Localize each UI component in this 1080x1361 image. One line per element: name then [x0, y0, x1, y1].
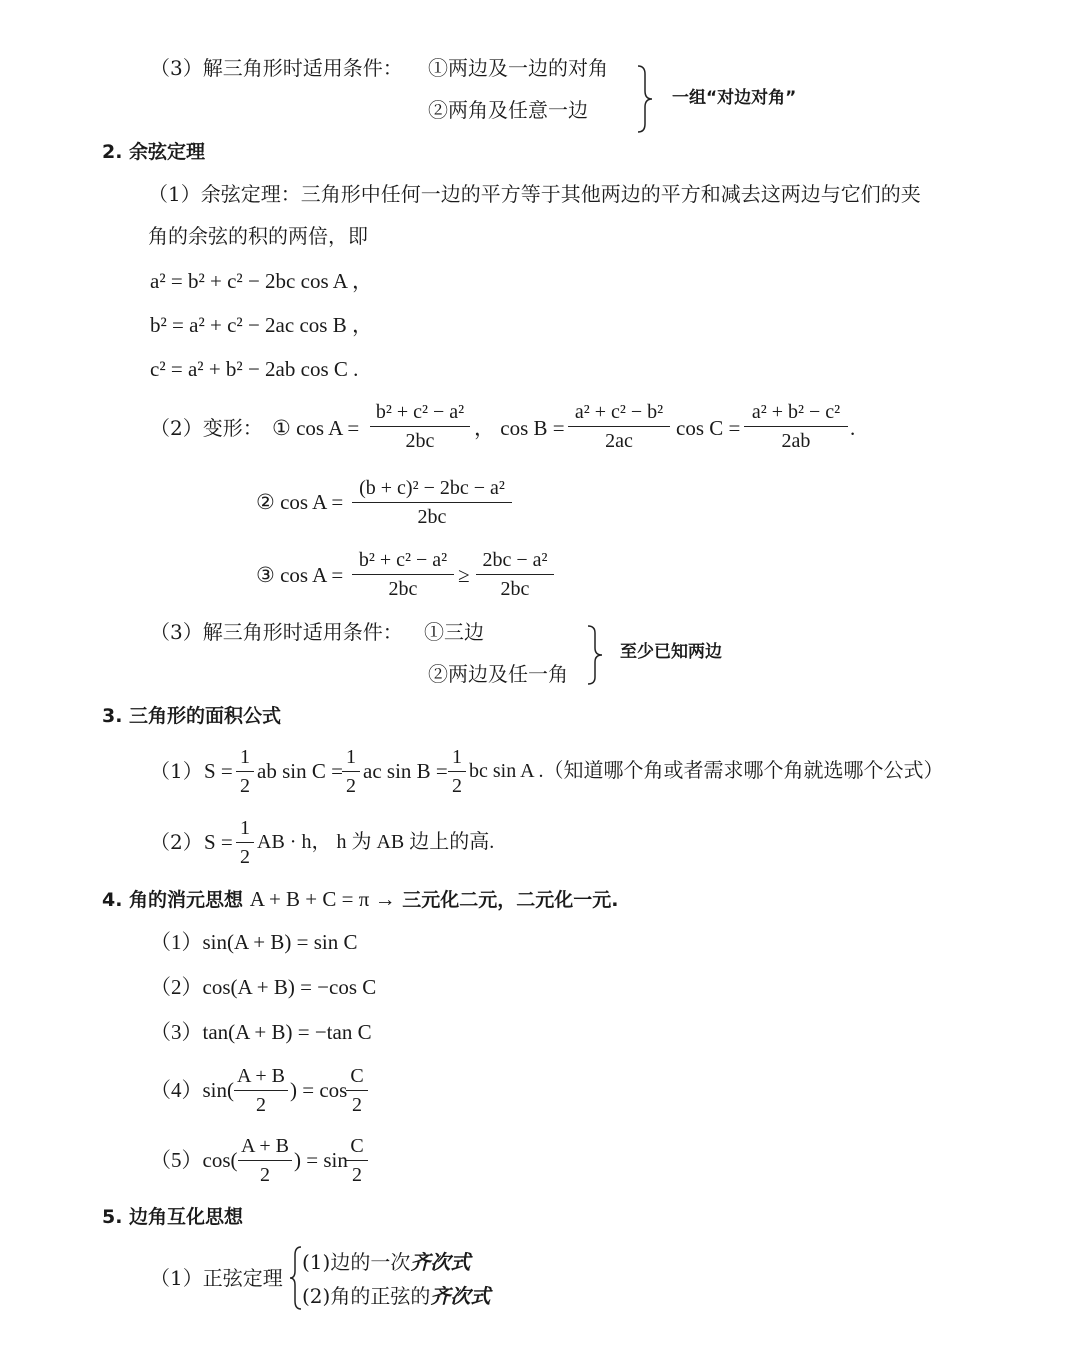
area-term-2: ac sin B =	[363, 759, 448, 783]
fraction-numerator: a² + c² − b²	[568, 398, 670, 427]
sec4-heading-text: 4. 角的消元思想	[102, 889, 244, 911]
variant2-prefix: ② cos A =	[256, 490, 344, 514]
fraction-half	[342, 743, 360, 800]
identity-3: （3）tan(A + B) = −tan C	[150, 1020, 372, 1044]
fraction-denominator: 2	[346, 775, 356, 797]
fraction-numerator: 1	[342, 743, 360, 772]
fraction-numerator: C	[346, 1062, 368, 1091]
sec2-note: 至少已知两边	[620, 642, 722, 662]
fraction-half-angle	[238, 1132, 292, 1189]
fraction-numerator: C	[346, 1132, 368, 1161]
area-term-3: bc sin A .（知道哪个角或者需求哪个角就选哪个公式）	[469, 760, 944, 782]
fraction-numerator: 1	[236, 814, 254, 843]
identity-4-mid: ) = cos	[290, 1078, 348, 1102]
right-brace-icon	[634, 64, 656, 134]
fraction-cosB	[568, 398, 670, 455]
sec5-item1-label: （1）正弦定理	[150, 1266, 283, 1290]
variant1-prefix: ① cos A =	[272, 416, 360, 440]
sec5-branch-1-emphasis: 齐次式	[410, 1250, 471, 1274]
sec2-item1-line2: 角的余弦的积的两倍，即	[148, 224, 368, 248]
fraction-numerator: A + B	[238, 1132, 292, 1161]
fraction-denominator: 2	[260, 1164, 270, 1186]
fraction-denominator: 2ac	[605, 430, 633, 452]
sec4-heading-math: A + B + C = π →	[249, 887, 396, 911]
identity-4-prefix: （4）sin(	[150, 1078, 234, 1102]
sec2-condition-2: ②两边及任一角	[428, 662, 568, 686]
fraction-denominator: 2bc	[500, 578, 530, 600]
fraction-denominator: 2bc	[417, 506, 447, 528]
fraction-denominator: 2bc	[405, 430, 435, 452]
variant1-end: .	[850, 416, 856, 440]
variant3-prefix: ③ cos A =	[256, 563, 344, 587]
sec5-branch-2-emphasis: 齐次式	[430, 1284, 491, 1308]
sec2-item3-label: （3）解三角形时适用条件：	[150, 620, 403, 644]
sec5-branch-2	[302, 1283, 490, 1309]
variant1-sep-cosB: ， cos B =	[474, 416, 565, 440]
area-S-eq-2: S =	[204, 830, 233, 854]
fraction-C-half	[346, 1062, 368, 1119]
fraction-half	[448, 743, 466, 800]
sec4-heading-tail: 三元化二元，二元化一元.	[402, 889, 619, 911]
sec5-branch-1-text: (1)边的一次	[302, 1250, 411, 1274]
identity-2: （2）cos(A + B) = −cos C	[150, 975, 377, 999]
fraction-variant2	[352, 474, 512, 531]
fraction-variant3-left	[352, 546, 454, 603]
fraction-C-half	[346, 1132, 368, 1189]
cosine-law-eq2: b² = a² + c² − 2ac cos B ，	[150, 313, 373, 337]
cosine-law-eq3: c² = a² + b² − 2ab cos C .	[150, 357, 359, 381]
sec1-item3-label: （3）解三角形时适用条件：	[150, 56, 403, 80]
area-term-4: AB · h， h 为 AB 边上的高.	[257, 831, 495, 853]
sec2-condition-1: ①三边	[424, 620, 484, 644]
identity-5-prefix: （5）cos(	[150, 1148, 238, 1172]
sec3-heading: 3. 三角形的面积公式	[102, 705, 282, 727]
fraction-numerator: a² + b² − c²	[744, 398, 848, 427]
sec5-heading: 5. 边角互化思想	[102, 1206, 244, 1228]
cosine-law-eq1: a² = b² + c² − 2bc cos A ，	[150, 269, 373, 293]
sec4-heading	[102, 886, 618, 913]
greater-equal-sign: ≥	[458, 563, 470, 587]
sec1-condition-1: ①两边及一边的对角	[428, 56, 608, 80]
fraction-half	[236, 814, 254, 871]
fraction-denominator: 2	[352, 1164, 362, 1186]
sec3-item1-label: （1）	[150, 759, 203, 783]
variant1-sep-cosC: cos C =	[676, 416, 741, 440]
sec3-item2-label: （2）	[150, 830, 203, 854]
area-S-eq: S =	[204, 759, 233, 783]
fraction-half-angle	[234, 1062, 288, 1119]
fraction-numerator: b² + c² − a²	[352, 546, 454, 575]
right-brace-icon	[584, 624, 606, 686]
fraction-numerator: (b + c)² − 2bc − a²	[352, 474, 512, 503]
fraction-half	[236, 743, 254, 800]
sec5-branch-1	[302, 1249, 470, 1275]
fraction-numerator: 2bc − a²	[476, 546, 554, 575]
fraction-denominator: 2	[256, 1094, 266, 1116]
fraction-denominator: 2	[452, 775, 462, 797]
fraction-denominator: 2ab	[781, 430, 811, 452]
fraction-denominator: 2bc	[388, 578, 418, 600]
fraction-cosC	[744, 398, 848, 455]
identity-1: （1）sin(A + B) = sin C	[150, 930, 358, 954]
fraction-variant3-right	[476, 546, 554, 603]
fraction-numerator: b² + c² − a²	[370, 398, 470, 427]
fraction-numerator: A + B	[234, 1062, 288, 1091]
sec2-heading: 2. 余弦定理	[102, 141, 206, 163]
fraction-denominator: 2	[240, 846, 250, 868]
area-term-1: ab sin C =	[257, 759, 343, 783]
sec2-item1-line1: （1）余弦定理：三角形中任何一边的平方等于其他两边的平方和减去这两边与它们的夹	[148, 182, 921, 206]
sec5-branch-2-text: (2)角的正弦的	[302, 1284, 431, 1308]
sec2-item2-label: （2）变形：	[150, 416, 263, 440]
sec1-note: 一组“对边对角”	[672, 88, 797, 108]
sec1-condition-2: ②两角及任意一边	[428, 98, 588, 122]
fraction-numerator: 1	[448, 743, 466, 772]
identity-5-mid: ) = sin	[294, 1148, 348, 1172]
fraction-denominator: 2	[352, 1094, 362, 1116]
fraction-denominator: 2	[240, 775, 250, 797]
fraction-cosA	[370, 398, 470, 455]
fraction-numerator: 1	[236, 743, 254, 772]
